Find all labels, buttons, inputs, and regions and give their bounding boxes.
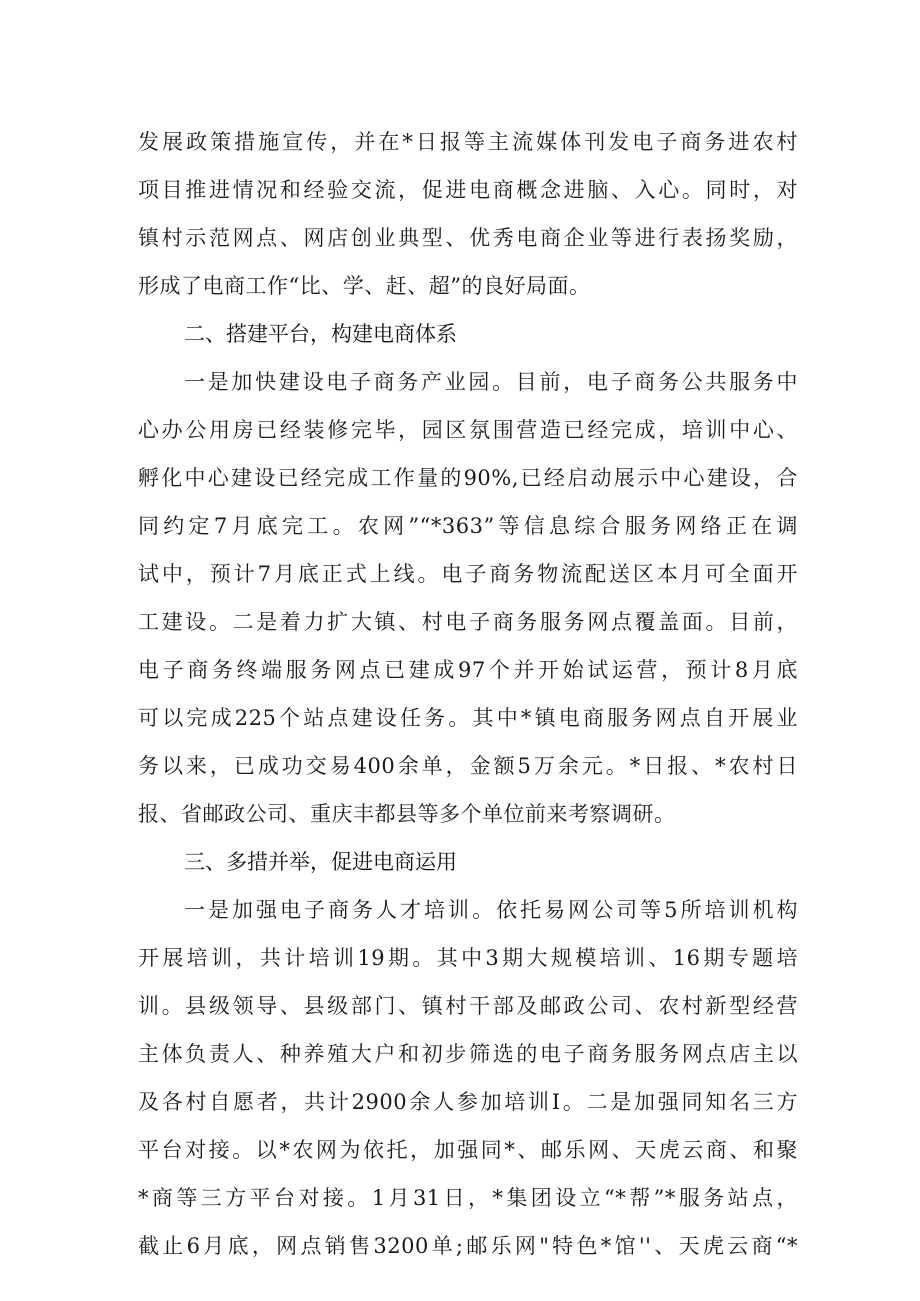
text-line: 训。县级领导、县级部门、镇村干部及邮政公司、农村新型经营 (138, 994, 798, 1018)
text-line: 一是加快建设电子商务产业园。目前，电子商务公共服务中 (184, 370, 798, 394)
text-line: 可以完成225个站点建设任务。其中*镇电商服务网点自开展业 (138, 706, 798, 730)
text-line: 一是加强电子商务人才培训。依托易网公司等5所培训机构 (184, 898, 798, 922)
text-line: 项目推进情况和经验交流，促进电商概念进脑、入心。同时，对 (138, 178, 798, 202)
intro-paragraph (138, 118, 798, 310)
section-three (138, 838, 798, 1270)
text-line: 主体负责人、种养殖大户和初步筛选的电子商务服务网点店主以 (138, 1042, 798, 1066)
section-heading: 二、搭建平台，构建电商体系 (184, 322, 457, 346)
text-line: 电子商务终端服务网点已建成97个并开始试运营，预计8月底 (138, 658, 798, 682)
section-two (138, 310, 798, 838)
text-line: 孵化中心建设已经完成工作量的90%,已经启动展示中心建设，合 (138, 466, 798, 490)
text-line: 同约定7月底完工。农网”“*363”等信息综合服务网络正在调 (138, 514, 798, 538)
text-line: 截止6月底，网点销售3200单;邮乐网"特色*馆''、天虎云商“* (138, 1234, 798, 1258)
section-heading: 三、多措并举，促进电商运用 (184, 850, 457, 874)
document-body (138, 118, 798, 1270)
text-line: 形成了电商工作“比、学、赶、超”的良好局面。 (138, 274, 591, 298)
text-line: 开展培训，共计培训19期。其中3期大规模培训、16期专题培 (138, 946, 798, 970)
text-line: 镇村示范网点、网店创业典型、优秀电商企业等进行表扬奖励， (138, 226, 798, 250)
text-line: 发展政策措施宣传，并在*日报等主流媒体刊发电子商务进农村 (138, 130, 798, 154)
text-line: 工建设。二是着力扩大镇、村电子商务服务网点覆盖面。目前， (138, 610, 798, 634)
text-line: 平台对接。以*农网为依托，加强同*、邮乐网、天虎云商、和聚 (138, 1138, 798, 1162)
text-line: 务以来，已成功交易400余单，金额5万余元。*日报、*农村日 (138, 754, 798, 778)
text-line: *商等三方平台对接。1月31日，*集团设立“*帮”*服务站点， (138, 1186, 798, 1210)
text-line: 试中，预计7月底正式上线。电子商务物流配送区本月可全面开 (138, 562, 798, 586)
text-line: 心办公用房已经装修完毕，园区氛围营造已经完成，培训中心、 (138, 418, 798, 442)
text-line: 报、省邮政公司、重庆丰都县等多个单位前来考察调研。 (138, 802, 676, 826)
text-line: 及各村自愿者，共计2900余人参加培训I。二是加强同知名三方 (138, 1090, 798, 1114)
